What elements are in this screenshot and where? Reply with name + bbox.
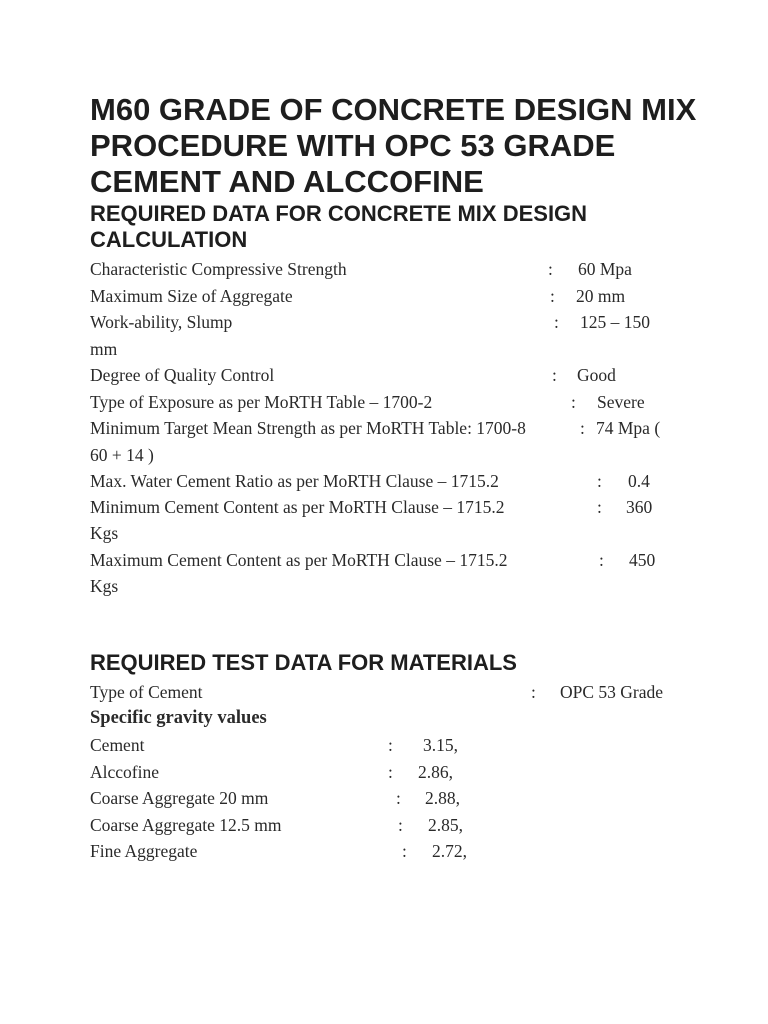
section-heading-test-data: REQUIRED TEST DATA FOR MATERIALS <box>90 650 517 675</box>
row-separator: : <box>396 788 401 808</box>
row-separator: : <box>548 259 553 279</box>
row-separator: : <box>550 286 555 306</box>
section-heading-mix-data: REQUIRED DATA FOR CONCRETE MIX DESIGN CALCULATION <box>90 201 588 252</box>
row-value: 2.86, <box>418 762 453 782</box>
row-label: Degree of Quality Control <box>90 365 275 385</box>
row-value: 360 <box>626 497 653 517</box>
data-row <box>90 362 710 388</box>
data-row <box>90 547 710 573</box>
row-value: 60 Mpa <box>578 259 632 279</box>
row-value: OPC 53 Grade <box>560 682 664 702</box>
data-row <box>90 732 710 758</box>
row-value: 3.15, <box>423 735 458 755</box>
row-separator: : <box>398 815 403 835</box>
row-value: 450 <box>629 550 656 570</box>
row-value: Severe <box>597 392 645 412</box>
row-value: 125 – 150 <box>580 312 650 332</box>
data-row <box>90 759 710 785</box>
row-label: Maximum Size of Aggregate <box>90 286 293 306</box>
data-row <box>90 520 710 546</box>
row-separator: : <box>597 471 602 491</box>
row-label: 60 + 14 ) <box>90 445 154 465</box>
data-row <box>90 573 710 599</box>
page-title: M60 GRADE OF CONCRETE DESIGN MIX PROCEDURE WITH OPC 53 GRADE CEMENT AND ALCCOFINE <box>90 92 697 199</box>
row-label: Coarse Aggregate 12.5 mm <box>90 815 282 835</box>
data-row <box>90 838 710 864</box>
data-row-cement-type <box>90 679 710 705</box>
row-label: Minimum Target Mean Strength as per MoRTH Table: 1700-8 <box>90 418 526 438</box>
row-label: Type of Cement <box>90 682 203 702</box>
row-value: 2.72, <box>432 841 467 861</box>
row-separator: : <box>580 418 585 438</box>
row-label: Kgs <box>90 576 119 596</box>
data-row <box>90 812 710 838</box>
row-separator: : <box>554 312 559 332</box>
data-row <box>90 494 710 520</box>
row-value: 2.85, <box>428 815 463 835</box>
row-separator: : <box>571 392 576 412</box>
row-value: 20 mm <box>576 286 626 306</box>
row-label: Alccofine <box>90 762 159 782</box>
row-label: Minimum Cement Content as per MoRTH Clause – 1715.2 <box>90 497 505 517</box>
row-label: Work-ability, Slump <box>90 312 233 332</box>
row-separator: : <box>531 682 536 702</box>
data-row <box>90 309 710 335</box>
row-separator: : <box>597 497 602 517</box>
row-separator: : <box>599 550 604 570</box>
row-value: 0.4 <box>628 471 650 491</box>
data-row <box>90 389 710 415</box>
row-label: Fine Aggregate <box>90 841 198 861</box>
row-label: Characteristic Compressive Strength <box>90 259 347 279</box>
data-row <box>90 468 710 494</box>
row-separator: : <box>552 365 557 385</box>
row-label: Cement <box>90 735 145 755</box>
row-label: Kgs <box>90 523 119 543</box>
data-row <box>90 415 710 441</box>
row-separator: : <box>388 735 393 755</box>
row-label: Max. Water Cement Ratio as per MoRTH Clause – 1715.2 <box>90 471 499 491</box>
data-row <box>90 785 710 811</box>
row-label: Type of Exposure as per MoRTH Table – 1700-2 <box>90 392 433 412</box>
row-separator: : <box>402 841 407 861</box>
row-label: Coarse Aggregate 20 mm <box>90 788 269 808</box>
row-value: 2.88, <box>425 788 460 808</box>
data-row <box>90 336 710 362</box>
data-row <box>90 442 710 468</box>
row-value: Good <box>577 365 616 385</box>
data-row <box>90 256 710 282</box>
specific-gravity-heading: Specific gravity values <box>90 708 267 728</box>
row-separator: : <box>388 762 393 782</box>
row-value: 74 Mpa ( <box>596 418 661 438</box>
row-label: Maximum Cement Content as per MoRTH Clause – 1715.2 <box>90 550 508 570</box>
row-label: mm <box>90 339 118 359</box>
data-row <box>90 283 710 309</box>
